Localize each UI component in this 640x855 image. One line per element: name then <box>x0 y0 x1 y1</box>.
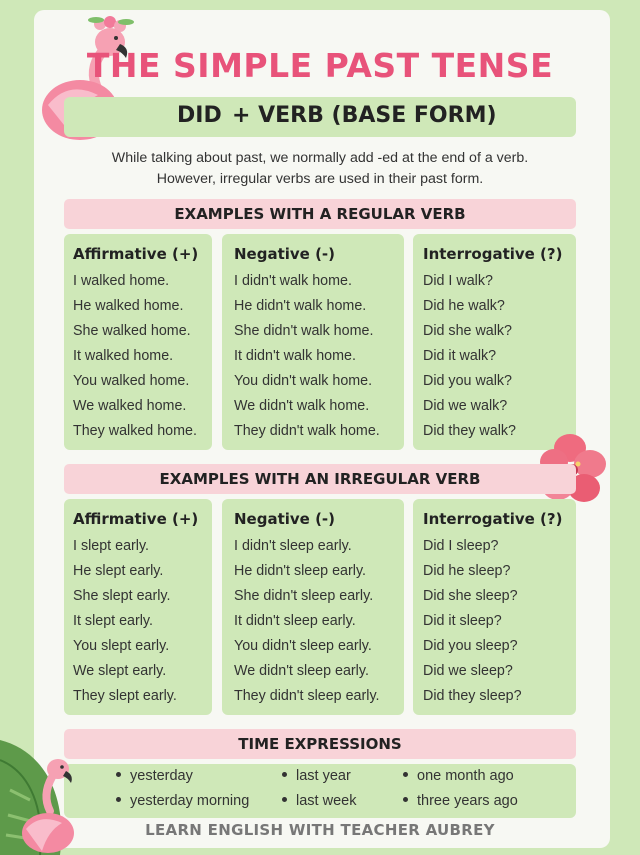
regular-negative-column <box>222 234 404 450</box>
formula-rest: + VERB (BASE FORM) <box>232 103 497 128</box>
irregular-affirmative-column <box>64 499 212 715</box>
footer-credit: LEARN ENGLISH WITH TEACHER AUBREY <box>145 821 495 839</box>
example-line: Did you walk? <box>423 373 512 389</box>
regular-heading: EXAMPLES WITH A REGULAR VERB <box>64 199 576 229</box>
bullet-icon <box>116 772 121 777</box>
time-expressions-heading: TIME EXPRESSIONS <box>64 729 576 759</box>
time-expressions-list <box>64 764 576 818</box>
example-line: They didn't sleep early. <box>234 688 380 704</box>
column-header: Affirmative (+) <box>73 510 199 528</box>
example-line: You slept early. <box>73 638 170 654</box>
regular-interrogative-column <box>413 234 576 450</box>
example-line: He slept early. <box>73 563 164 579</box>
example-line: He walked home. <box>73 298 184 314</box>
example-line: It slept early. <box>73 613 153 629</box>
example-line: It didn't sleep early. <box>234 613 356 629</box>
formula-did: DID <box>177 103 222 128</box>
list-item: three years ago <box>403 793 518 809</box>
example-line: We slept early. <box>73 663 167 679</box>
example-line: Did she sleep? <box>423 588 518 604</box>
bullet-icon <box>116 797 121 802</box>
column-header: Affirmative (+) <box>73 245 199 263</box>
formula-banner <box>64 97 576 137</box>
example-line: We didn't sleep early. <box>234 663 369 679</box>
example-line: Did she walk? <box>423 323 512 339</box>
example-line: I didn't walk home. <box>234 273 352 289</box>
example-line: Did we sleep? <box>423 663 513 679</box>
example-line: We walked home. <box>73 398 187 414</box>
example-line: Did you sleep? <box>423 638 518 654</box>
page-title: THE SIMPLE PAST TENSE <box>86 46 554 85</box>
example-line: He didn't sleep early. <box>234 563 367 579</box>
bullet-icon <box>282 797 287 802</box>
column-header: Negative (-) <box>234 510 336 528</box>
example-line: Did he sleep? <box>423 563 511 579</box>
example-line: Did we walk? <box>423 398 508 414</box>
bullet-icon <box>403 797 408 802</box>
bullet-icon <box>403 772 408 777</box>
example-line: Did it sleep? <box>423 613 502 629</box>
bullet-icon <box>282 772 287 777</box>
example-line: Did I walk? <box>423 273 493 289</box>
irregular-interrogative-column <box>413 499 576 715</box>
irregular-negative-column <box>222 499 404 715</box>
list-item: last week <box>282 793 356 809</box>
regular-affirmative-column <box>64 234 212 450</box>
list-item: last year <box>282 768 351 784</box>
example-line: I slept early. <box>73 538 150 554</box>
example-line: It walked home. <box>73 348 174 364</box>
example-line: She didn't sleep early. <box>234 588 374 604</box>
intro-line-1: While talking about past, we normally add -ed at the end of a verb. <box>111 150 529 166</box>
example-line: It didn't walk home. <box>234 348 356 364</box>
example-line: You walked home. <box>73 373 190 389</box>
example-line: I walked home. <box>73 273 170 289</box>
column-header: Negative (-) <box>234 245 336 263</box>
example-line: She slept early. <box>73 588 171 604</box>
example-line: They slept early. <box>73 688 177 704</box>
list-item: one month ago <box>403 768 514 784</box>
intro-text <box>64 148 576 190</box>
intro-line-2: However, irregular verbs are used in their past form. <box>156 171 484 187</box>
example-line: I didn't sleep early. <box>234 538 352 554</box>
list-item: yesterday <box>116 768 193 784</box>
example-line: You didn't sleep early. <box>234 638 372 654</box>
example-line: They didn't walk home. <box>234 423 380 439</box>
column-header: Interrogative (?) <box>423 245 563 263</box>
example-line: They walked home. <box>73 423 197 439</box>
example-line: Did they sleep? <box>423 688 522 704</box>
example-line: We didn't walk home. <box>234 398 370 414</box>
example-line: She didn't walk home. <box>234 323 374 339</box>
example-line: Did he walk? <box>423 298 505 314</box>
list-item: yesterday morning <box>116 793 249 809</box>
flamingo-icon <box>18 755 88 855</box>
column-header: Interrogative (?) <box>423 510 563 528</box>
example-line: Did I sleep? <box>423 538 499 554</box>
example-line: Did it walk? <box>423 348 497 364</box>
irregular-heading: EXAMPLES WITH AN IRREGULAR VERB <box>64 464 576 494</box>
example-line: She walked home. <box>73 323 191 339</box>
example-line: He didn't walk home. <box>234 298 367 314</box>
example-line: You didn't walk home. <box>234 373 373 389</box>
example-line: Did they walk? <box>423 423 516 439</box>
